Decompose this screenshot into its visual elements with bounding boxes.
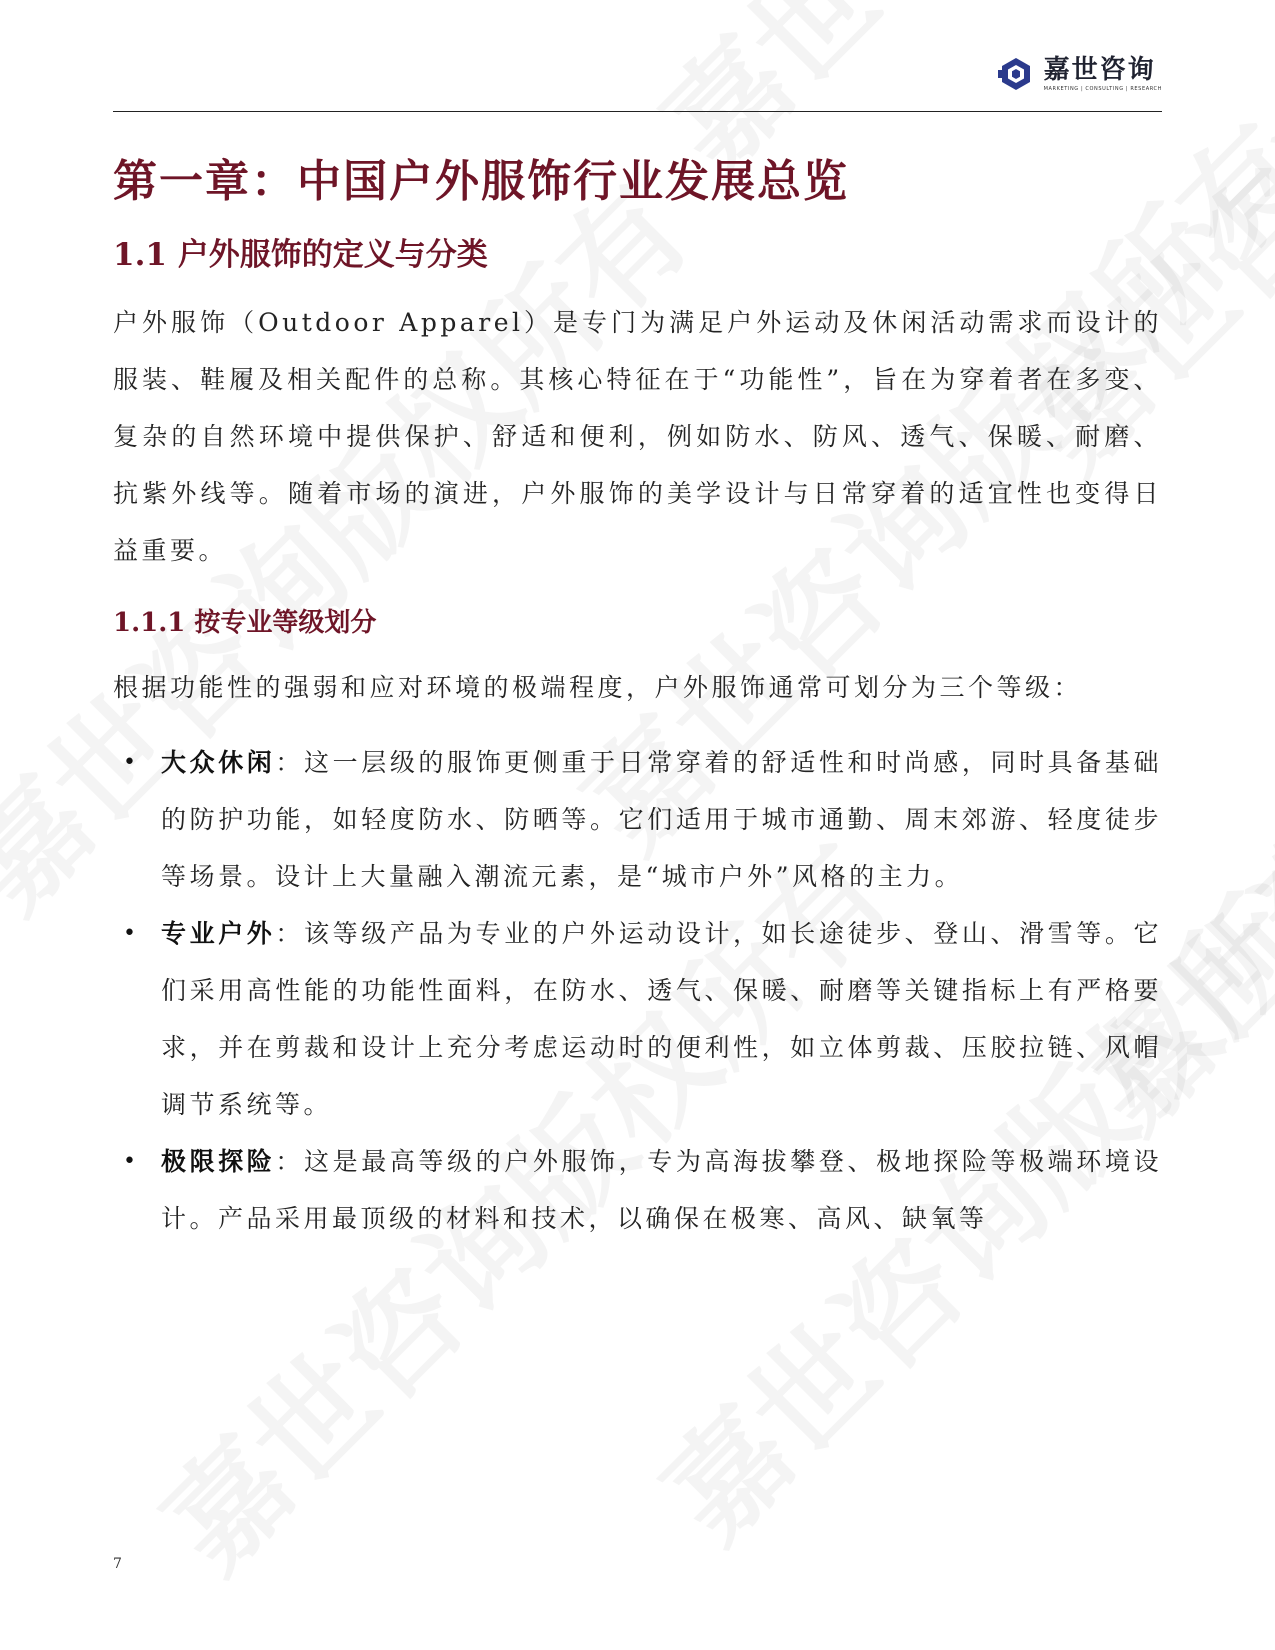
level-term: 大众休闲 [161,748,276,777]
brand-name: 嘉世咨询 [1043,55,1156,85]
brand-text [1044,56,1162,92]
page-content [113,150,1162,1247]
page-header [113,40,1162,112]
definition-paragraph: 户外服饰（Outdoor Apparel）是专门为满足户外运动及休闲活动需求而设计的服装、鞋履及相关配件的总称。其核心特征在于“功能性”，旨在为穿着者在多变、复杂的自然环境中提供保护、舒适和便利，例如防水、防风、透气、保暖、耐磨、抗紫外线等。随着市场的演进，户外服饰的美学设计与日常穿着的适宜性也变得日益重要。 [113,308,1162,565]
bullet-icon: • [123,1149,140,1174]
bullet-icon: • [123,750,140,775]
level-term: 专业户外 [161,919,276,948]
jiashi-logo-icon [998,56,1034,92]
section-title: 1.1 户外服饰的定义与分类 [113,237,488,273]
chapter-title: 第一章：中国户外服饰行业发展总览 [113,156,849,207]
header-divider [113,111,1162,112]
bullet-icon: • [123,921,140,946]
list-item [113,905,1162,1133]
page-number: 7 [113,1556,122,1572]
intro-paragraph: 根据功能性的强弱和应对环境的极端程度，户外服饰通常可划分为三个等级： [113,673,1083,702]
level-description: ：这一层级的服饰更侧重于日常穿着的舒适性和时尚感，同时具备基础的防护功能，如轻度防水、防晒等。它们适用于城市通勤、周末郊游、轻度徒步等场景。设计上大量融入潮流元素，是“城市户外”风格的主力。 [161,748,1162,891]
list-item [113,734,1162,905]
subsection-title: 1.1.1 按专业等级划分 [113,608,377,638]
list-item [113,1133,1162,1247]
level-list [113,734,1162,1247]
brand-tagline: MARKETING | CONSULTING | RESEARCH [1043,86,1162,92]
level-term: 极限探险 [161,1147,276,1176]
brand [998,56,1162,92]
level-description: ：该等级产品为专业的户外运动设计，如长途徒步、登山、滑雪等。它们采用高性能的功能性面料，在防水、透气、保暖、耐磨等关键指标上有严格要求，并在剪裁和设计上充分考虑运动时的便利性，如立体剪裁、压胶拉链、风帽调节系统等。 [161,919,1162,1119]
level-description: ：这是最高等级的户外服饰，专为高海拔攀登、极地探险等极端环境设计。产品采用最顶级的材料和技术，以确保在极寒、高风、缺氧等 [161,1147,1162,1233]
